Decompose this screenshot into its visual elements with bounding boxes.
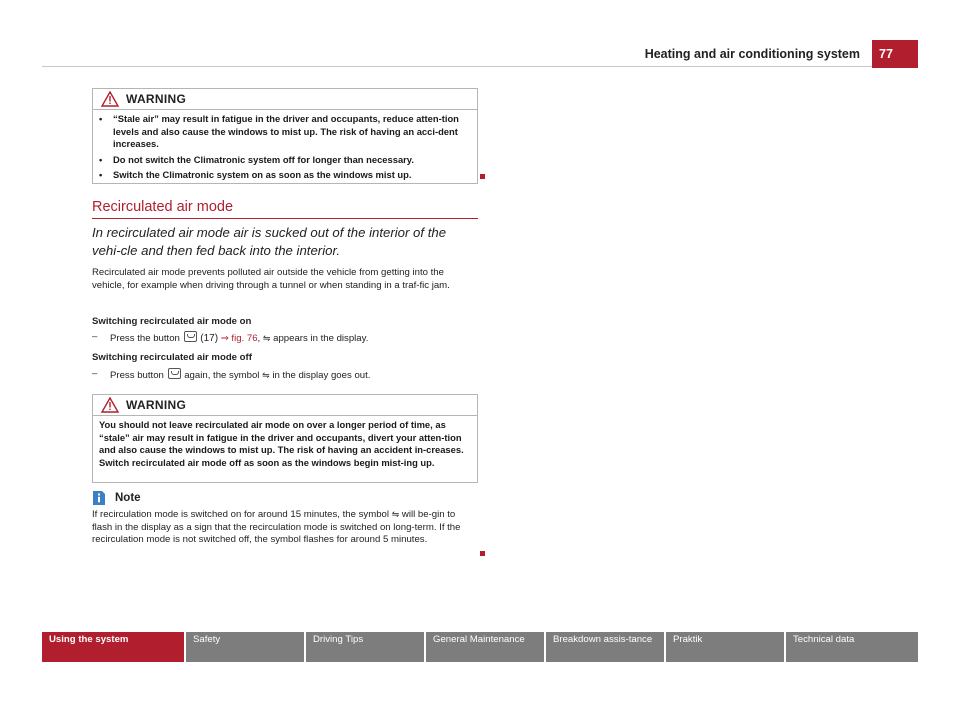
warning-title: WARNING bbox=[126, 398, 187, 412]
switch-on-step-text: Press the button (17) ⇒ fig. 76, ⇋ appears in the display. bbox=[110, 333, 369, 344]
warning-title: WARNING bbox=[126, 92, 187, 106]
tab-praktik[interactable]: Praktik bbox=[666, 632, 784, 662]
page-number bbox=[872, 40, 918, 68]
car-recirculation-symbol-icon: ⇋ bbox=[391, 509, 400, 519]
note-text-part-1: If recirculation mode is switched on for around 15 minutes, the symbol bbox=[92, 509, 390, 520]
tab-driving-tips[interactable]: Driving Tips bbox=[306, 632, 424, 662]
figure-link[interactable]: ⇒ fig. 76 bbox=[220, 333, 258, 344]
tab-technical-data[interactable]: Technical data bbox=[786, 632, 918, 662]
note-text-part-2: will be-gin to flash in the display as a sign that the recirculation mode is switched on long-term. If the recirculation mode is not switched off, the symbol flashes for around 5 minutes. bbox=[92, 509, 461, 546]
switch-off-step bbox=[92, 368, 478, 381]
recirculation-button-icon bbox=[184, 331, 197, 342]
header-rule bbox=[42, 66, 872, 67]
control-ref-badge: (17) bbox=[200, 333, 219, 344]
switch-on-step bbox=[92, 331, 478, 344]
step-mid: again, the symbol bbox=[184, 370, 260, 381]
warning-text: You should not leave recirculated air mode on over a longer period of time, as “stale” air may result in fatigue in the driver and occupants, divert your atten-tion and also cause the windows to mist up. The risk of having an accident in-creases. Switch recirculated air mode off as soon as the windows begin mist-ing up. bbox=[99, 419, 464, 468]
step-prefix: Press the button bbox=[110, 333, 180, 344]
warning-triangle-icon bbox=[101, 91, 119, 107]
note-title: Note bbox=[115, 492, 141, 504]
bullet-dot: • bbox=[99, 169, 103, 181]
info-note-icon bbox=[93, 491, 105, 505]
page-number-text: 77 bbox=[879, 47, 893, 61]
bullet-dot: • bbox=[99, 113, 103, 124]
section-heading: Recirculated air mode bbox=[92, 199, 234, 215]
header-title: Heating and air conditioning system bbox=[644, 47, 860, 61]
warning-bullet-text: Switch the Climatronic system on as soon as the windows mist up. bbox=[113, 169, 412, 181]
end-of-section-marker-icon bbox=[480, 174, 485, 179]
car-recirculation-symbol-icon: ⇋ bbox=[262, 333, 271, 343]
control-ref-number: 17 bbox=[203, 333, 215, 344]
section-rule bbox=[92, 218, 478, 219]
bullet-dot: • bbox=[99, 153, 103, 165]
warning-header bbox=[93, 395, 477, 416]
switch-off-step-text bbox=[110, 368, 370, 381]
tab-safety[interactable]: Safety bbox=[186, 632, 304, 662]
warning-box-1 bbox=[92, 88, 478, 184]
section-paragraph: Recirculated air mode prevents polluted air outside the vehicle from getting into the vehicle, for example when driving through a tunnel or when standing in a traf-fic jam. bbox=[92, 267, 450, 291]
step-suffix: appears in the display. bbox=[273, 333, 369, 344]
warning-header bbox=[93, 89, 477, 110]
section-intro: In recirculated air mode air is sucked out of the interior of the vehi-cle and then fed back into the interior. bbox=[92, 225, 447, 258]
warning-bullet bbox=[99, 113, 471, 151]
tab-using-the-system[interactable]: Using the system bbox=[42, 632, 184, 662]
warning-triangle-icon bbox=[101, 397, 119, 413]
warning-bullet-text: “Stale air” may result in fatigue in the driver and occupants, reduce atten-tion levels and also cause the windows to mist up. The risk of having an acci-dent increases. bbox=[113, 113, 459, 150]
warning-box-2 bbox=[92, 394, 478, 483]
step-prefix: Press button bbox=[110, 370, 164, 381]
switch-off-heading: Switching recirculated air mode off bbox=[92, 352, 252, 363]
tab-breakdown-assistance[interactable]: Breakdown assis-tance bbox=[546, 632, 664, 662]
step-suffix: in the display goes out. bbox=[272, 370, 371, 381]
warning-body bbox=[93, 416, 477, 476]
warning-bullet-text: Do not switch the Climatronic system off for longer than necessary. bbox=[113, 153, 414, 165]
warning-bullet bbox=[99, 169, 471, 182]
step-dash: – bbox=[92, 368, 98, 379]
step-dash: – bbox=[92, 331, 98, 342]
warning-body bbox=[93, 110, 477, 189]
switch-on-heading: Switching recirculated air mode on bbox=[92, 316, 252, 327]
car-recirculation-symbol-icon: ⇋ bbox=[262, 370, 270, 380]
tab-general-maintenance[interactable]: General Maintenance bbox=[426, 632, 544, 662]
recirculation-button-icon bbox=[168, 368, 181, 379]
warning-bullet bbox=[99, 154, 471, 167]
end-of-section-marker-icon bbox=[480, 551, 485, 556]
footer-nav bbox=[42, 632, 918, 662]
note-text bbox=[92, 508, 478, 547]
